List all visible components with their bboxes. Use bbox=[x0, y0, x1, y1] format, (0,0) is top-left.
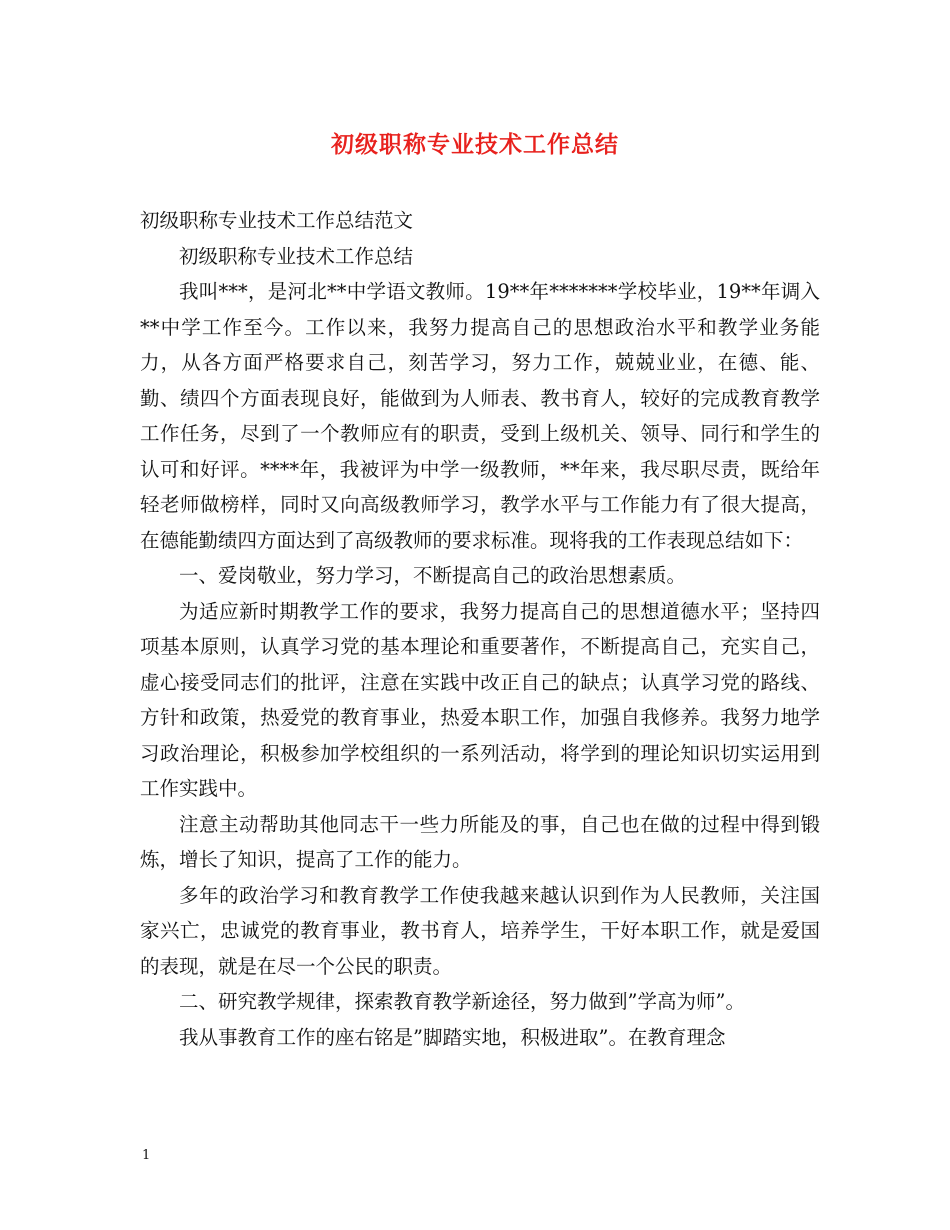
document-heading: 初级职称专业技术工作总结 bbox=[179, 244, 414, 268]
section-heading: 一、爱岗敬业，努力学习，不断提高自己的政治思想素质。 bbox=[179, 564, 687, 587]
paragraph: 我叫***，是河北**中学语文教师。19**年*******学校毕业，19**年调入**中学工作至今。工作以来，我努力提高自己的思想政治水平和教学业务能力，从各方面严格要求自己，刻苦学习，努力工作，兢兢业业，在德、能、勤、绩四个方面表现良好，能做到为人师表、教书育人，较好的完成教育教学工作任务，尽到了一个教师应有的职责，受到上级机关、领导、同行和学生的认可和好评。****年，我被评为中学一级教师，**年来，我尽职尽责，既给年轻老师做榜样，同时又向高级教师学习，教学水平与工作能力有了很大提高，在德能勤绩四方面达到了高级教师的要求标准。现将我的工作表现总结如下： bbox=[140, 280, 820, 552]
paragraph: 多年的政治学习和教育教学工作使我越来越认识到作为人民教师，关注国家兴亡，忠诚党的教育事业，教书育人，培养学生，干好本职工作，就是爱国的表现，就是在尽一个公民的职责。 bbox=[140, 883, 820, 978]
document-body bbox=[140, 203, 820, 1055]
paragraph: 我从事教育工作的座右铭是”脚踏实地，积极进取”。在教育理念 bbox=[179, 1025, 726, 1049]
paragraph: 注意主动帮助其他同志干一些力所能及的事，自己也在做的过程中得到锻炼，增长了知识，提高了工作的能力。 bbox=[140, 812, 820, 871]
page-number: 1 bbox=[142, 1148, 151, 1163]
section-heading: 二、研究教学规律，探索教育教学新途径，努力做到”学高为师”。 bbox=[179, 990, 745, 1013]
paragraph: 为适应新时期教学工作的要求，我努力提高自己的思想道德水平；坚持四项基本原则，认真学习党的基本理论和重要著作，不断提高自己，充实自己，虚心接受同志们的批评，注意在实践中改正自己的缺点；认真学习党的路线、方针和政策，热爱党的教育事业，热爱本职工作，加强自我修养。我努力地学习政治理论，积极参加学校组织的一系列活动，将学到的理论知识切实运用到工作实践中。 bbox=[140, 599, 820, 800]
document-subtitle: 初级职称专业技术工作总结范文 bbox=[140, 209, 414, 232]
document-title: 初级职称专业技术工作总结 bbox=[331, 131, 619, 158]
